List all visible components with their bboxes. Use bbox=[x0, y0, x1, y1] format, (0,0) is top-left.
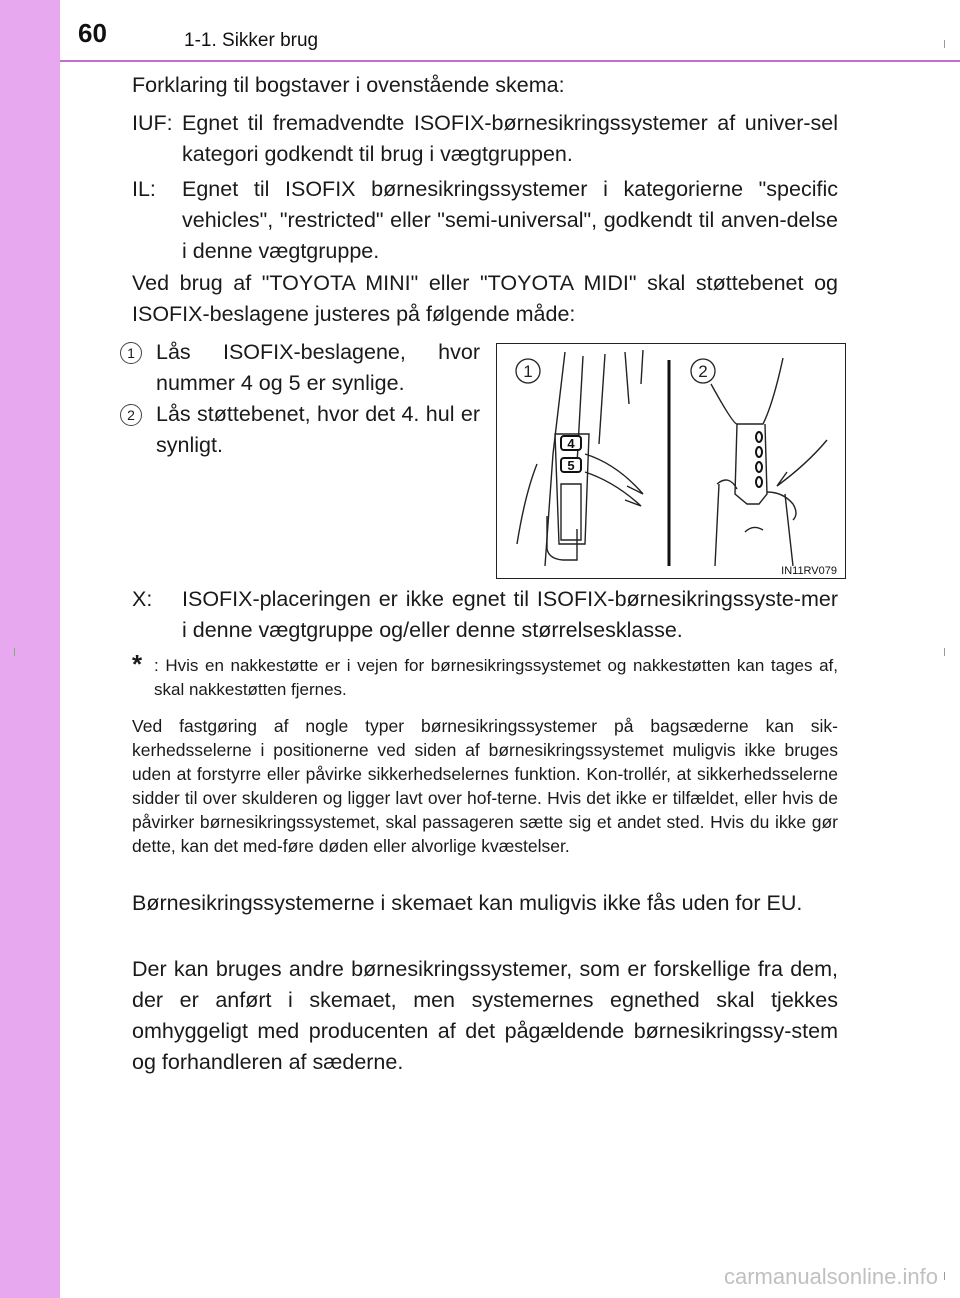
toyota-adjust-text: Ved brug af "TOYOTA MINI" eller "TOYOTA MIDI" skal støttebenet og ISOFIX-beslagene justeres på følgende måde: bbox=[132, 271, 838, 326]
step-text: Lås ISOFIX-beslagene, hvor nummer 4 og 5 er synlige. bbox=[156, 340, 480, 395]
definition-x bbox=[132, 584, 838, 646]
step-number: 1 bbox=[120, 342, 142, 364]
definition-term: X: bbox=[132, 587, 153, 611]
definition-il bbox=[132, 174, 838, 267]
side-color-band bbox=[0, 0, 60, 1298]
footnote bbox=[132, 649, 838, 702]
crop-mark bbox=[944, 40, 945, 48]
eu-availability-text: Børnesikringssystemerne i skemaet kan muligvis ikke fås uden for EU. bbox=[132, 891, 803, 915]
step-number: 2 bbox=[120, 404, 142, 426]
definition-text: ISOFIX-placeringen er ikke egnet til ISOFIX-børnesikringssyste-mer i denne vægtgruppe og/eller denne størrelsesklasse. bbox=[182, 587, 838, 642]
bracket-number-5: 5 bbox=[567, 458, 575, 473]
crop-mark bbox=[14, 648, 15, 656]
bracket-number-4: 4 bbox=[567, 436, 575, 451]
seatbelt-warning-text: Ved fastgøring af nogle typer børnesikringssystemer på bagsæderne kan sik-kerhedsselerne i positionerne ved siden af børnesikringssystemet muligvis ikke bruges uden at forstyrre eller påvirke sikkerhedselernes funktion. Kon-trollér, at sikkerhedsselerne sidder til over skulderen og ligger lavt over hof-terne. Hvis det ikke er tilfældet, eller hvis de påvirker børnesikringssystemet, skal passageren sætte sig et andet sted. Hvis du ikke gør dette, kan det med-føre døden eller alvorlige kvæstelser. bbox=[132, 716, 838, 856]
callout-2: 2 bbox=[698, 362, 708, 381]
isofix-figure bbox=[496, 343, 846, 579]
step-text: Lås støttebenet, hvor det 4. hul er synligt. bbox=[156, 402, 480, 457]
intro-text: Forklaring til bogstaver i ovenstående skema: bbox=[132, 73, 565, 97]
step-2 bbox=[120, 399, 480, 461]
step-1 bbox=[120, 337, 480, 399]
callout-1: 1 bbox=[523, 362, 533, 381]
definition-text: Egnet til fremadvendte ISOFIX-børnesikringssystemer af univer-sel kategori godkendt til brug i vægtgruppen. bbox=[182, 111, 838, 166]
other-systems-text: Der kan bruges andre børnesikringssystemer, som er forskellige fra dem, der er anført i skemaet, men systemernes egnethed skal tjekkes omhyggeligt med producenten af det pågældende børnesikringssy-stem og forhandleren af sæderne. bbox=[132, 957, 838, 1074]
definition-term: IL: bbox=[132, 177, 156, 201]
footnote-text: : Hvis en nakkestøtte er i vejen for børnesikringssystemet og nakkestøtten kan tages af, skal nakkestøtten fjernes. bbox=[154, 656, 838, 699]
watermark: carmanualsonline.info bbox=[723, 1264, 938, 1289]
definition-text: Egnet til ISOFIX børnesikringssystemer i kategorierne "specific vehicles", "restricted" eller "semi-universal", godkendt til anven-delse i denne vægtgruppe. bbox=[182, 177, 838, 263]
page-number: 60 bbox=[78, 18, 107, 48]
figure-code: IN11RV079 bbox=[781, 565, 837, 577]
isofix-illustration bbox=[497, 344, 845, 578]
section-title: 1-1. Sikker brug bbox=[184, 30, 319, 51]
footnote-mark: * bbox=[132, 649, 143, 679]
crop-mark bbox=[944, 648, 945, 656]
crop-mark bbox=[944, 1272, 945, 1280]
definition-iuf bbox=[132, 108, 838, 170]
definition-term: IUF: bbox=[132, 111, 173, 135]
header-rule bbox=[60, 60, 960, 62]
